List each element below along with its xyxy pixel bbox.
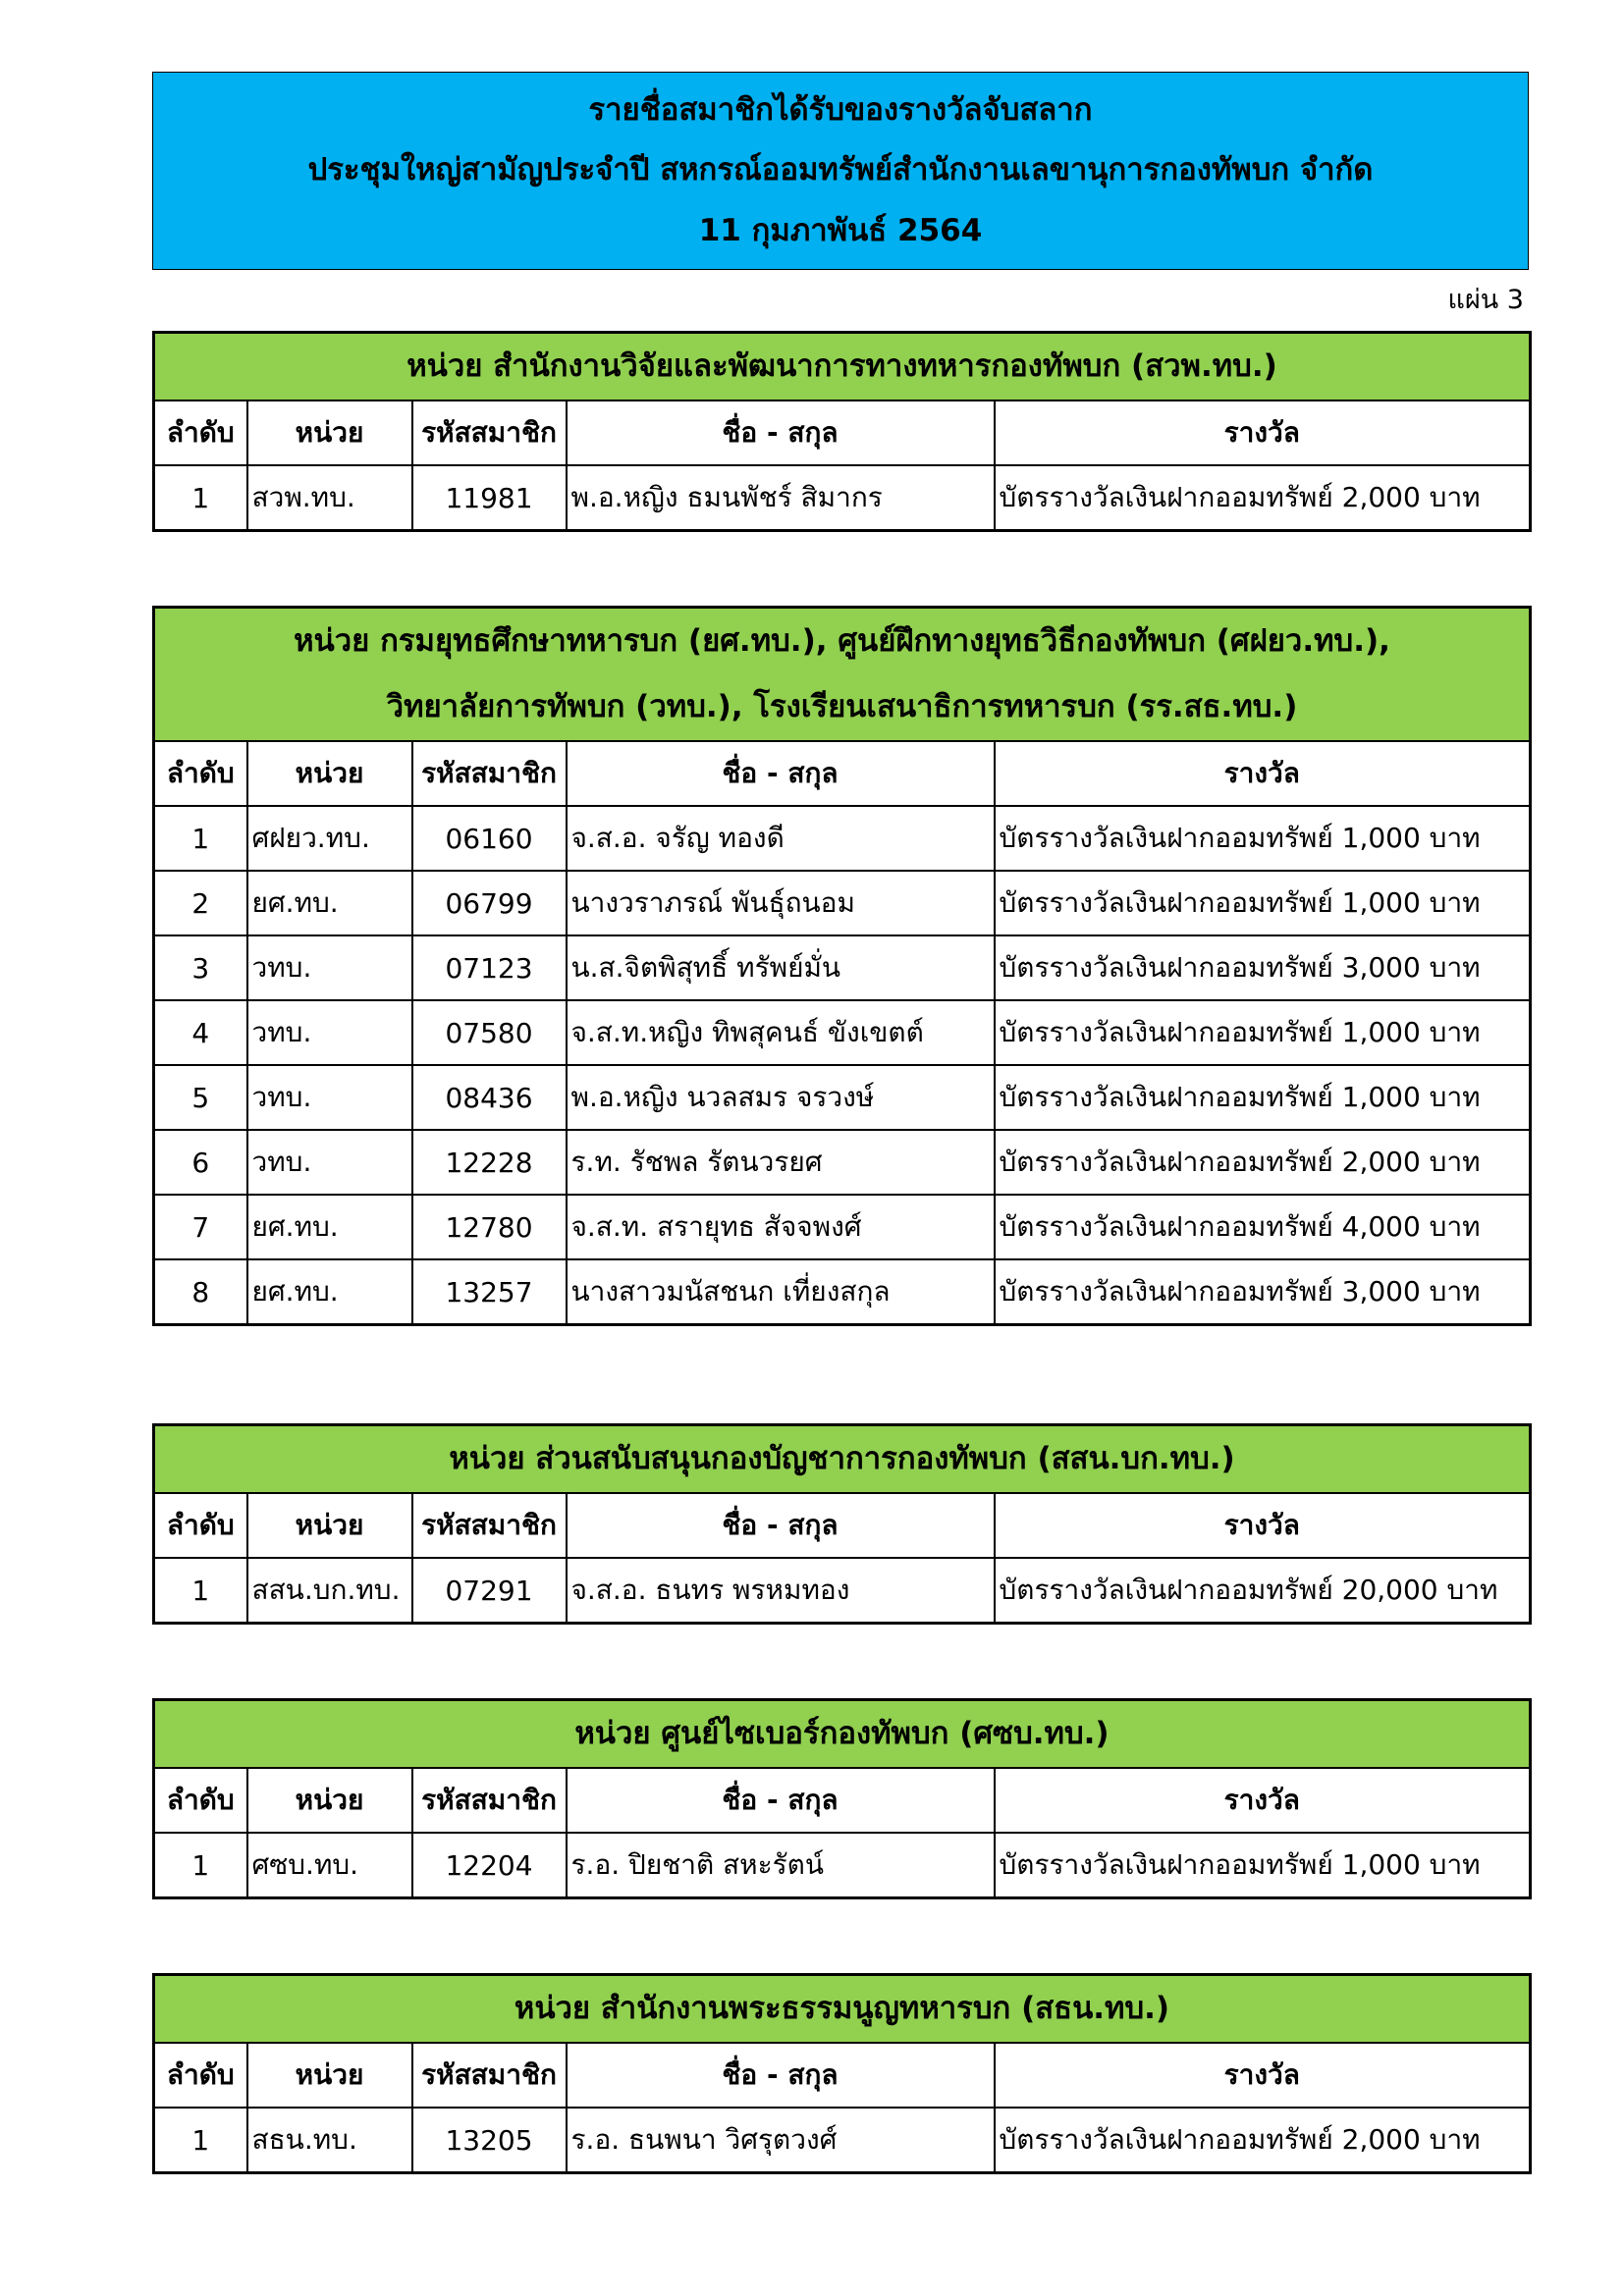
column-header-row [154,1493,1531,1558]
column-header-name: ชื่อ - สกุล [567,741,995,806]
table-row [154,1195,1531,1259]
cell-no: 1 [154,806,247,871]
table-row [154,1259,1531,1325]
unit-title-line: หน่วย ส่วนสนับสนุนกองบัญชาการกองทัพบก (สสน.บก.ทบ.) [449,1441,1235,1476]
cell-no: 1 [154,465,247,531]
cell-prize: บัตรรางวัลเงินฝากออมทรัพย์ 1,000 บาท [995,806,1531,871]
cell-prize: บัตรรางวัลเงินฝากออมทรัพย์ 2,000 บาท [995,465,1531,531]
unit-banner-row [154,1700,1531,1769]
table-row [154,1130,1531,1195]
cell-no: 2 [154,871,247,935]
column-header-unit: หน่วย [247,400,412,465]
cell-name: พ.อ.หญิง ธมนพัชร์ สิมากร [567,465,995,531]
table-row [154,1833,1531,1898]
cell-unit: สธน.ทบ. [247,2108,412,2173]
cell-unit: ศฝยว.ทบ. [247,806,412,871]
unit-table [152,1423,1532,1625]
cell-unit: ศซบ.ทบ. [247,1833,412,1898]
cell-no: 1 [154,2108,247,2173]
cell-prize: บัตรรางวัลเงินฝากออมทรัพย์ 2,000 บาท [995,1130,1531,1195]
column-header-code: รหัสสมาชิก [412,400,567,465]
column-header-no: ลำดับ [154,1493,247,1558]
column-header-unit: หน่วย [247,741,412,806]
cell-unit: วทบ. [247,935,412,1000]
column-header-no: ลำดับ [154,400,247,465]
table-row [154,806,1531,871]
cell-prize: บัตรรางวัลเงินฝากออมทรัพย์ 3,000 บาท [995,935,1531,1000]
unit-banner-row [154,1975,1531,2044]
cell-prize: บัตรรางวัลเงินฝากออมทรัพย์ 3,000 บาท [995,1259,1531,1325]
unit-banner-row [154,333,1531,401]
cell-no: 7 [154,1195,247,1259]
cell-unit: วทบ. [247,1065,412,1130]
cell-name: นางวราภรณ์ พันธุ์ถนอม [567,871,995,935]
column-header-code: รหัสสมาชิก [412,1493,567,1558]
cell-prize: บัตรรางวัลเงินฝากออมทรัพย์ 2,000 บาท [995,2108,1531,2173]
unit-title-line: วิทยาลัยการทัพบก (วทบ.), โรงเรียนเสนาธิการทหารบก (รร.สธ.ทบ.) [386,689,1298,724]
column-header-prize: รางวัล [995,400,1531,465]
cell-prize: บัตรรางวัลเงินฝากออมทรัพย์ 1,000 บาท [995,1065,1531,1130]
column-header-name: ชื่อ - สกุล [567,2043,995,2108]
table-row [154,2108,1531,2173]
cell-no: 6 [154,1130,247,1195]
column-header-unit: หน่วย [247,2043,412,2108]
cell-code: 13205 [412,2108,567,2173]
unit-table [152,1698,1532,1899]
sheet-number-label: แผ่น 3 [1447,285,1524,315]
cell-name: ร.ท. รัชพล รัตนวรยศ [567,1130,995,1195]
unit-table [152,331,1532,532]
column-header-code: รหัสสมาชิก [412,2043,567,2108]
cell-no: 1 [154,1833,247,1898]
cell-code: 06799 [412,871,567,935]
document-title-box [152,72,1529,270]
title-line-2: ประชุมใหญ่สามัญประจำปี สหกรณ์ออมทรัพย์สำนักงานเลขานุการกองทัพบก จำกัด [307,152,1374,188]
column-header-name: ชื่อ - สกุล [567,1768,995,1833]
cell-no: 3 [154,935,247,1000]
cell-unit: วทบ. [247,1000,412,1065]
unit-table [152,606,1532,1326]
table-row [154,1558,1531,1624]
cell-prize: บัตรรางวัลเงินฝากออมทรัพย์ 20,000 บาท [995,1558,1531,1624]
unit-title-line: หน่วย กรมยุทธศึกษาทหารบก (ยศ.ทบ.), ศูนย์ฝึกทางยุทธวิธีกองทัพบก (ศฝยว.ทบ.), [294,623,1390,659]
cell-code: 07580 [412,1000,567,1065]
column-header-code: รหัสสมาชิก [412,741,567,806]
title-line-1: รายชื่อสมาชิกได้รับของรางวัลจับสลาก [588,92,1093,129]
cell-code: 12780 [412,1195,567,1259]
column-header-no: ลำดับ [154,1768,247,1833]
unit-banner [154,333,1531,401]
cell-prize: บัตรรางวัลเงินฝากออมทรัพย์ 1,000 บาท [995,871,1531,935]
cell-name: จ.ส.อ. จรัญ ทองดี [567,806,995,871]
column-header-row [154,741,1531,806]
cell-unit: สวพ.ทบ. [247,465,412,531]
column-header-prize: รางวัล [995,1493,1531,1558]
cell-prize: บัตรรางวัลเงินฝากออมทรัพย์ 4,000 บาท [995,1195,1531,1259]
cell-unit: ยศ.ทบ. [247,1195,412,1259]
cell-no: 1 [154,1558,247,1624]
column-header-name: ชื่อ - สกุล [567,1493,995,1558]
column-header-code: รหัสสมาชิก [412,1768,567,1833]
unit-title-line: หน่วย ศูนย์ไซเบอร์กองทัพบก (ศซบ.ทบ.) [574,1716,1110,1751]
cell-unit: วทบ. [247,1130,412,1195]
unit-table [152,1973,1532,2174]
unit-title-line: หน่วย สำนักงานวิจัยและพัฒนาการทางทหารกองทัพบก (สวพ.ทบ.) [406,348,1277,384]
cell-name: จ.ส.ท.หญิง ทิพสุคนธ์ ขังเขตต์ [567,1000,995,1065]
column-header-row [154,400,1531,465]
cell-name: ร.อ. ธนพนา วิศรุตวงศ์ [567,2108,995,2173]
unit-banner [154,1975,1531,2044]
column-header-row [154,1768,1531,1833]
cell-no: 8 [154,1259,247,1325]
column-header-name: ชื่อ - สกุล [567,400,995,465]
column-header-prize: รางวัล [995,1768,1531,1833]
column-header-unit: หน่วย [247,1768,412,1833]
cell-name: ร.อ. ปิยชาติ สหะรัตน์ [567,1833,995,1898]
unit-banner [154,1425,1531,1494]
cell-no: 4 [154,1000,247,1065]
column-header-prize: รางวัล [995,741,1531,806]
table-row [154,935,1531,1000]
column-header-prize: รางวัล [995,2043,1531,2108]
cell-unit: ยศ.ทบ. [247,871,412,935]
unit-banner-row [154,1425,1531,1494]
column-header-no: ลำดับ [154,741,247,806]
column-header-row [154,2043,1531,2108]
cell-code: 06160 [412,806,567,871]
cell-name: จ.ส.อ. ธนทร พรหมทอง [567,1558,995,1624]
cell-code: 07123 [412,935,567,1000]
column-header-no: ลำดับ [154,2043,247,2108]
column-header-unit: หน่วย [247,1493,412,1558]
cell-code: 13257 [412,1259,567,1325]
unit-title-line: หน่วย สำนักงานพระธรรมนูญทหารบก (สธน.ทบ.) [514,1991,1170,2026]
cell-code: 12228 [412,1130,567,1195]
unit-banner [154,608,1531,742]
unit-banner [154,1700,1531,1769]
cell-prize: บัตรรางวัลเงินฝากออมทรัพย์ 1,000 บาท [995,1000,1531,1065]
cell-name: พ.อ.หญิง นวลสมร จรวงษ์ [567,1065,995,1130]
cell-prize: บัตรรางวัลเงินฝากออมทรัพย์ 1,000 บาท [995,1833,1531,1898]
title-line-3: 11 กุมภาพันธ์ 2564 [698,212,983,248]
cell-no: 5 [154,1065,247,1130]
cell-code: 11981 [412,465,567,531]
table-row [154,1000,1531,1065]
table-row [154,465,1531,531]
cell-name: จ.ส.ท. สรายุทธ สัจจพงศ์ [567,1195,995,1259]
cell-unit: สสน.บก.ทบ. [247,1558,412,1624]
table-row [154,871,1531,935]
cell-code: 12204 [412,1833,567,1898]
table-row [154,1065,1531,1130]
unit-banner-row [154,608,1531,742]
cell-code: 08436 [412,1065,567,1130]
cell-unit: ยศ.ทบ. [247,1259,412,1325]
cell-code: 07291 [412,1558,567,1624]
cell-name: น.ส.จิตพิสุทธิ์ ทรัพย์มั่น [567,935,995,1000]
cell-name: นางสาวมนัสชนก เที่ยงสกุล [567,1259,995,1325]
